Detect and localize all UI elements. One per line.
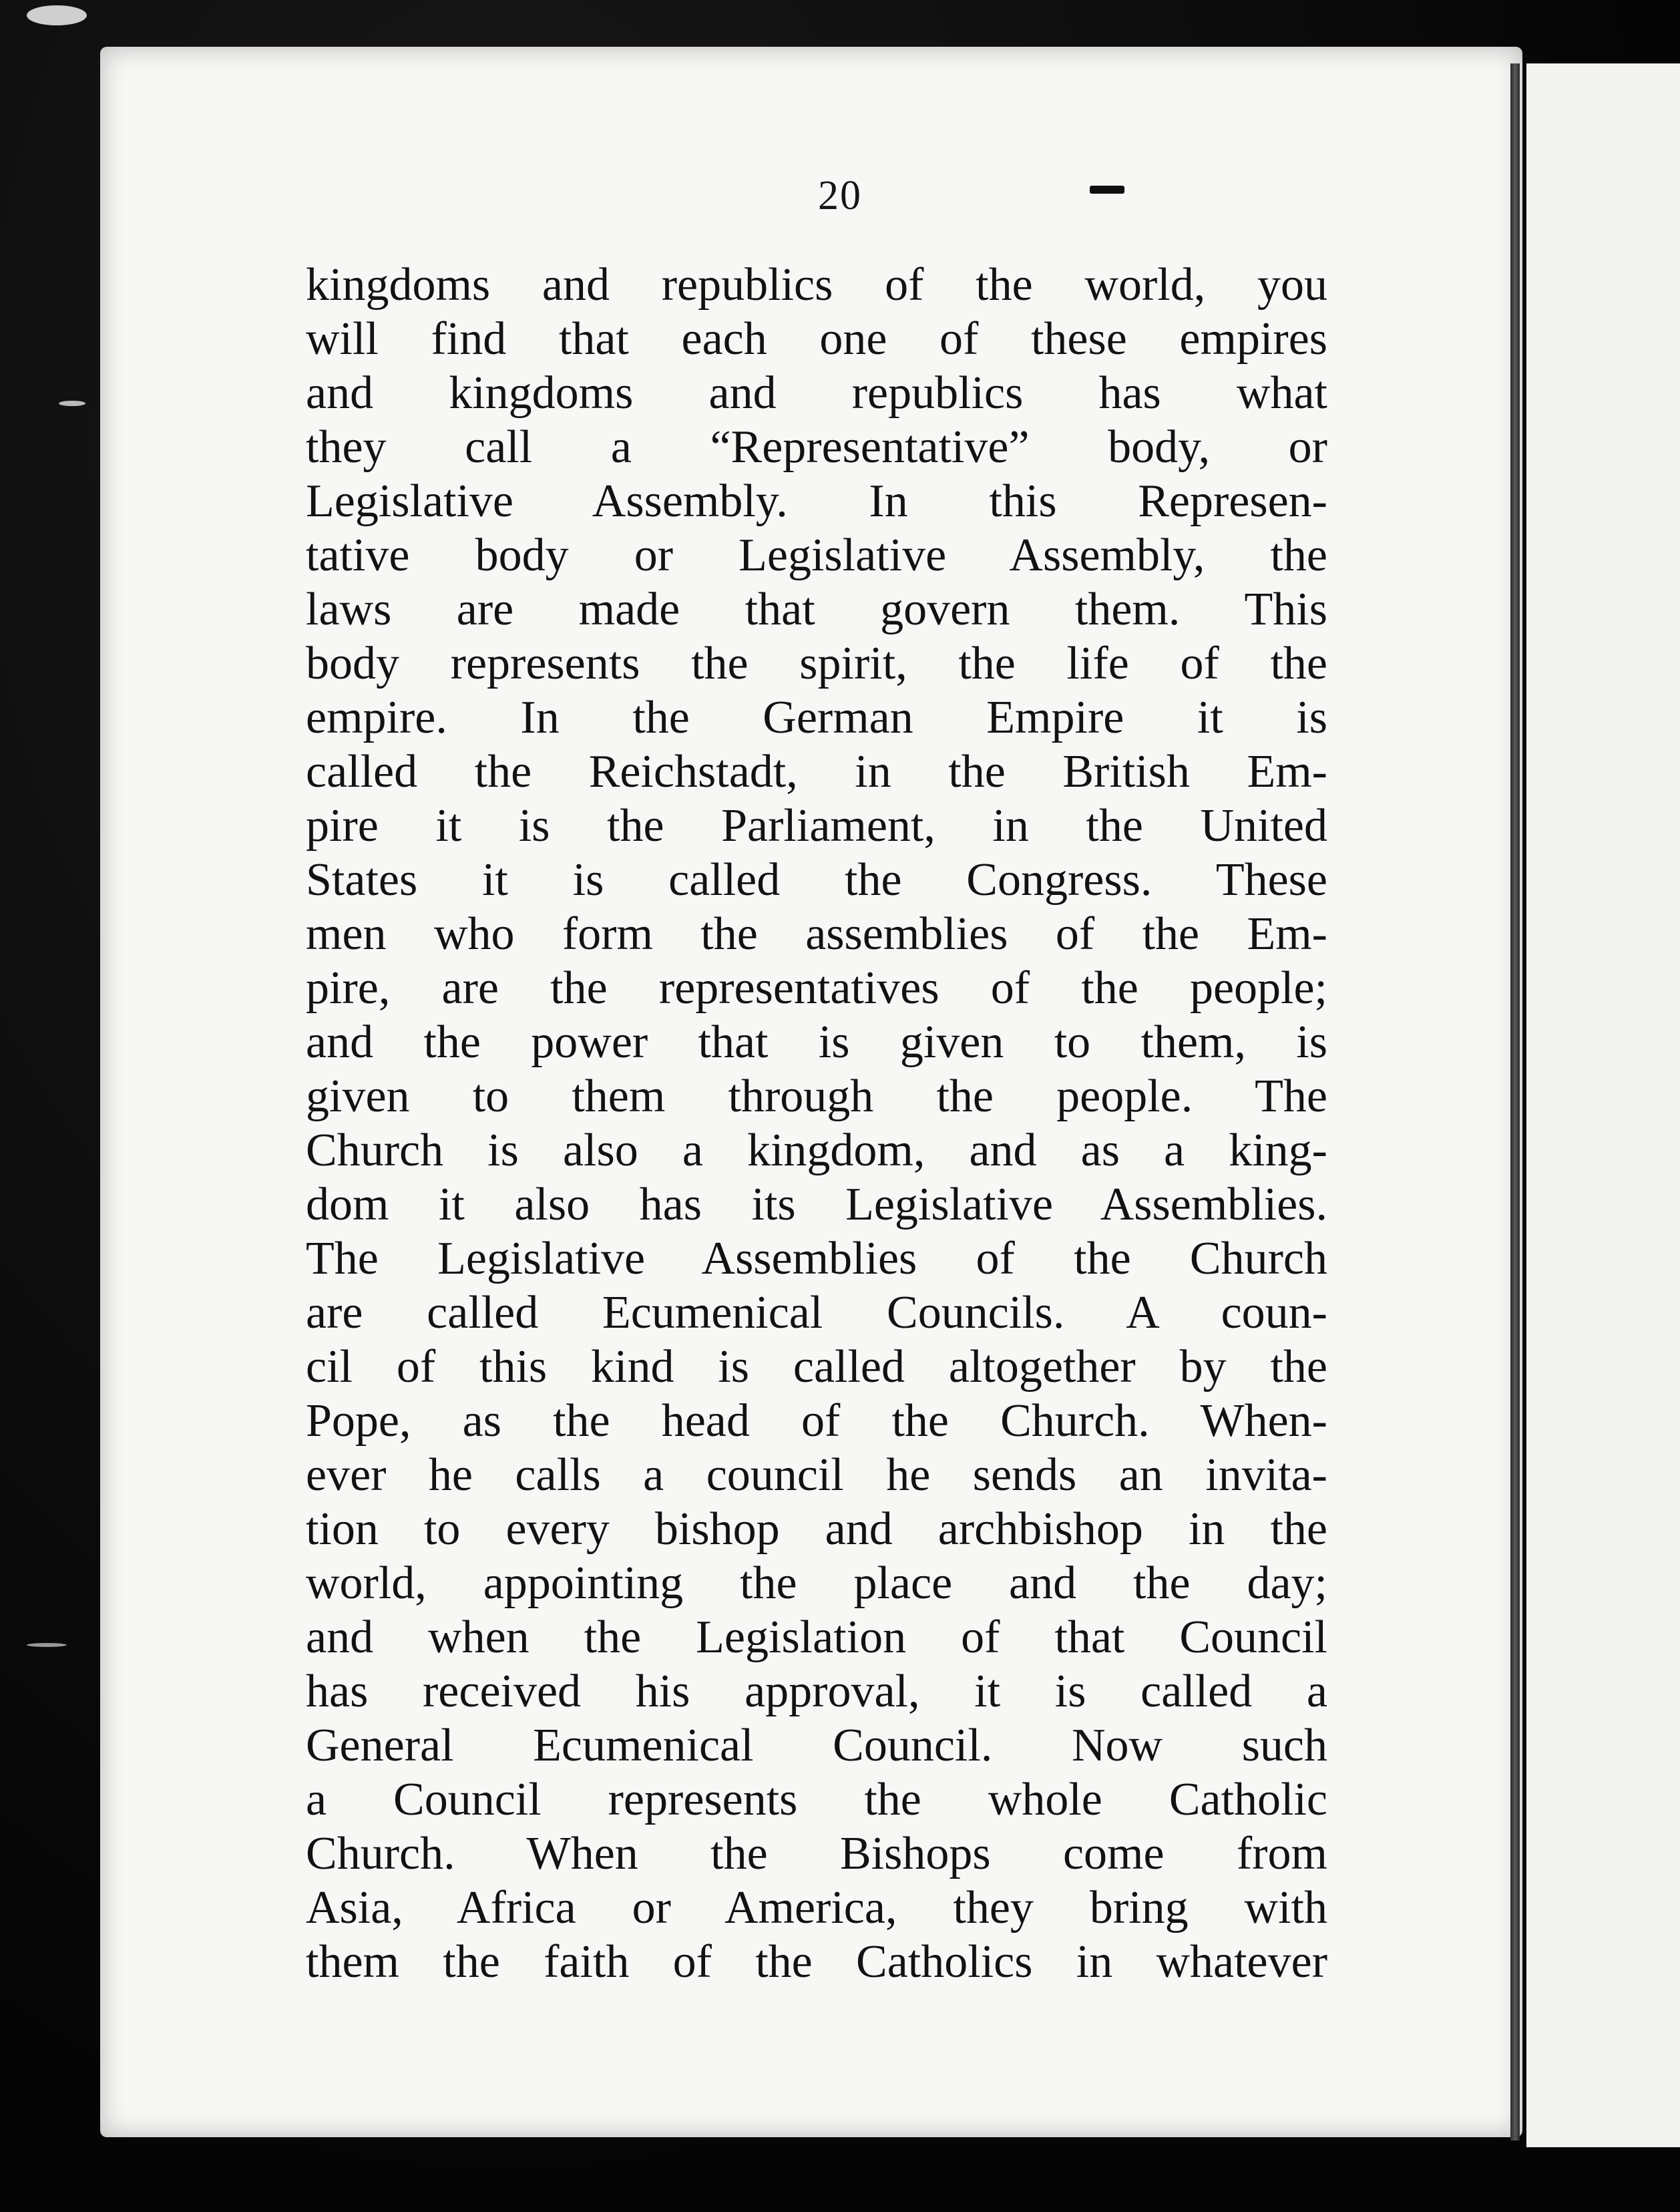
text-line: ever he calls a council he sends an invita-: [306, 1449, 1327, 1501]
text-line: tion to every bishop and archbishop in the: [306, 1503, 1327, 1555]
text-line: Legislative Assembly. In this Represen-: [306, 476, 1327, 527]
text-line: Church is also a kingdom, and as a king-: [306, 1125, 1327, 1176]
text-line: kingdoms and republics of the world, you: [306, 259, 1327, 311]
text-line: States it is called the Congress. These: [306, 854, 1327, 906]
text-line: them the faith of the Catholics in whatever: [306, 1936, 1327, 1988]
scan-speck: [27, 1643, 67, 1647]
text-line: laws are made that govern them. This: [306, 584, 1327, 635]
text-line: and when the Legislation of that Council: [306, 1612, 1327, 1663]
page-number: 20: [818, 173, 862, 218]
body-text: [306, 258, 1327, 1989]
text-line: empire. In the German Empire it is: [306, 692, 1327, 743]
text-line: called the Reichstadt, in the British Em-: [306, 746, 1327, 797]
text-line: and the power that is given to them, is: [306, 1017, 1327, 1068]
text-line: world, appointing the place and the day;: [306, 1557, 1327, 1609]
scan-speck: [59, 401, 85, 406]
text-line: pire it is the Parliament, in the United: [306, 800, 1327, 852]
text-line: men who form the assemblies of the Em-: [306, 908, 1327, 960]
text-line: has received his approval, it is called a: [306, 1666, 1327, 1717]
text-line: pire, are the representatives of the people;: [306, 962, 1327, 1014]
text-line: Asia, Africa or America, they bring with: [306, 1882, 1327, 1933]
text-line: a Council represents the whole Catholic: [306, 1774, 1327, 1825]
text-line: dom it also has its Legislative Assemblies.: [306, 1179, 1327, 1230]
text-line: The Legislative Assemblies of the Church: [306, 1233, 1327, 1284]
ink-mark: [1090, 186, 1124, 194]
facing-page-edge: [1526, 63, 1680, 2147]
text-line: body represents the spirit, the life of the: [306, 638, 1327, 689]
text-line: will find that each one of these empires: [306, 313, 1327, 365]
text-line: cil of this kind is called altogether by the: [306, 1341, 1327, 1393]
text-line: they call a “Representative” body, or: [306, 421, 1327, 473]
text-line: General Ecumenical Council. Now such: [306, 1720, 1327, 1771]
text-line: are called Ecumenical Councils. A coun-: [306, 1287, 1327, 1338]
text-line: given to them through the people. The: [306, 1071, 1327, 1122]
text-line: and kingdoms and republics has what: [306, 367, 1327, 419]
text-line: Church. When the Bishops come from: [306, 1828, 1327, 1879]
text-line: Pope, as the head of the Church. When-: [306, 1395, 1327, 1447]
scan-speck: [27, 5, 87, 25]
page-gutter: [1510, 63, 1520, 2141]
text-line: tative body or Legislative Assembly, the: [306, 530, 1327, 581]
